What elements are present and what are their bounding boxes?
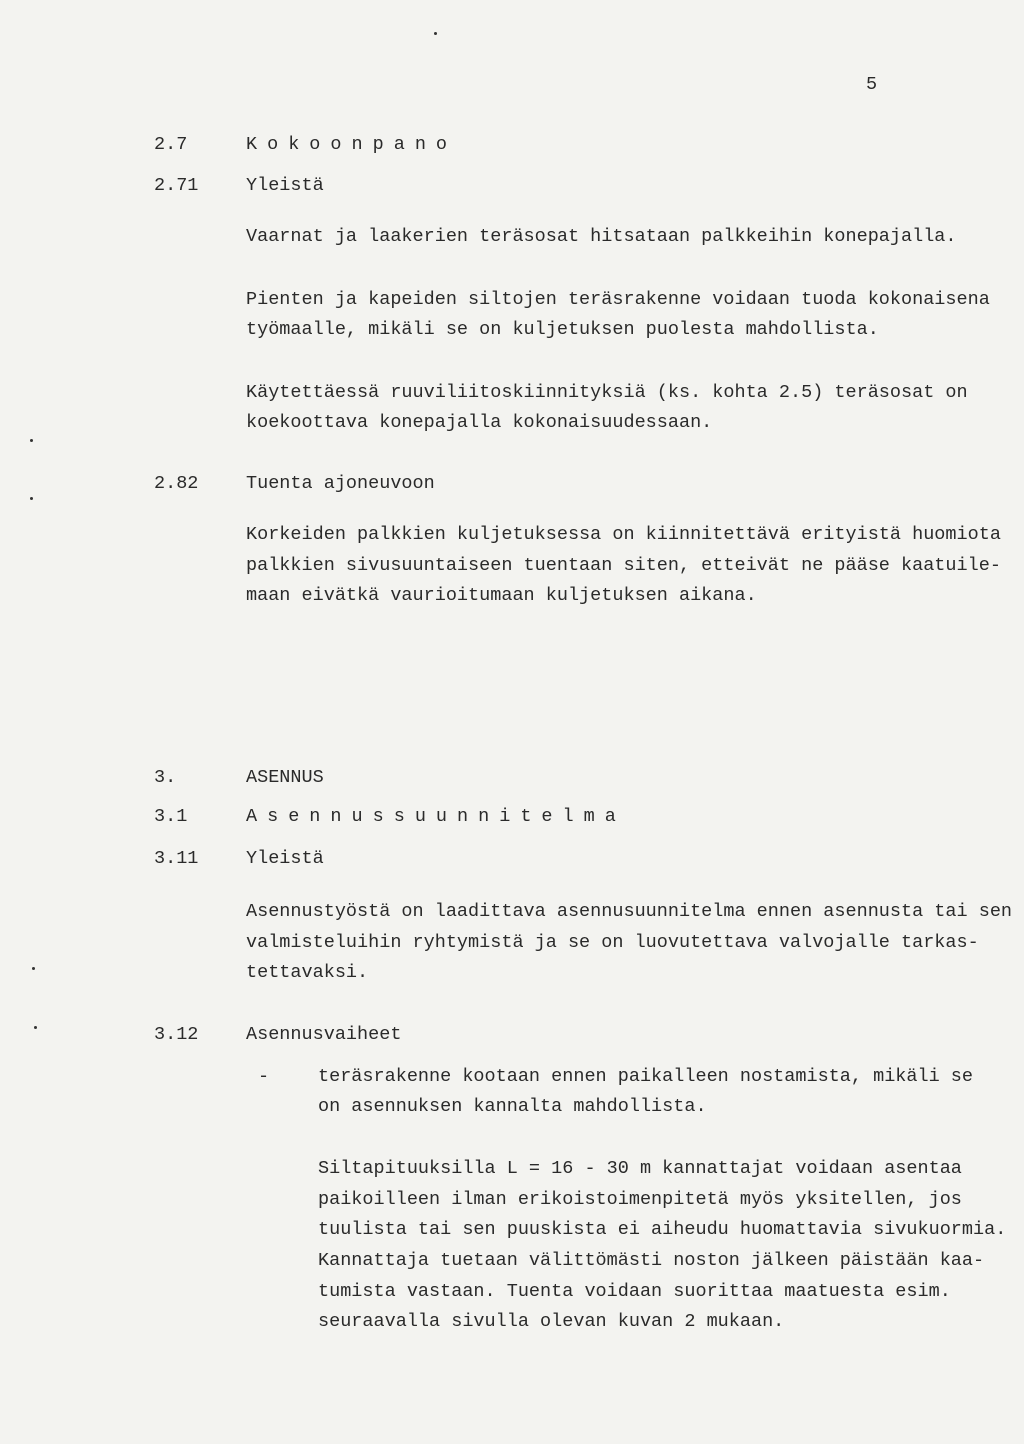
paragraph-line: työmaalle, mikäli se on kuljetuksen puolesta mahdollista. bbox=[246, 319, 879, 340]
scan-speck bbox=[434, 32, 437, 35]
paragraph-line: tuulista tai sen puuskista ei aiheudu huomattavia sivukuormia. bbox=[318, 1219, 1007, 1240]
paragraph-line: Käytettäessä ruuviliitoskiinnityksiä (ks. kohta 2.5) teräsosat on bbox=[246, 382, 968, 403]
section-title: Kokoonpano bbox=[246, 134, 458, 155]
paragraph-line: Pienten ja kapeiden siltojen teräsrakenne voidaan tuoda kokonaisena bbox=[246, 289, 990, 310]
paragraph-line: seuraavalla sivulla olevan kuvan 2 mukaan. bbox=[318, 1311, 785, 1332]
paragraph-line: Siltapituuksilla L = 16 - 30 m kannattajat voidaan asentaa bbox=[318, 1158, 962, 1179]
paragraph-line: Kannattaja tuetaan välittömästi noston jälkeen päistään kaa- bbox=[318, 1250, 985, 1271]
list-item-line: teräsrakenne kootaan ennen paikalleen nostamista, mikäli se bbox=[318, 1066, 974, 1087]
scan-speck bbox=[30, 497, 33, 500]
section-title: Asennusvaiheet bbox=[246, 1024, 402, 1045]
scan-speck bbox=[30, 439, 33, 442]
section-title: Yleistä bbox=[246, 175, 324, 196]
scan-speck bbox=[32, 967, 35, 970]
section-number: 3.11 bbox=[154, 848, 199, 869]
page-number: 5 bbox=[866, 74, 878, 95]
section-number: 2.82 bbox=[154, 473, 199, 494]
scan-speck bbox=[34, 1026, 37, 1029]
section-number: 2.7 bbox=[154, 134, 188, 155]
paragraph-line: tettavaksi. bbox=[246, 962, 369, 983]
paragraph-line: paikoilleen ilman erikoistoimenpitetä myös yksitellen, jos bbox=[318, 1189, 962, 1210]
paragraph-line: Vaarnat ja laakerien teräsosat hitsataan palkkeihin konepajalla. bbox=[246, 226, 957, 247]
section-title: ASENNUS bbox=[246, 767, 324, 788]
section-number: 2.71 bbox=[154, 175, 199, 196]
section-number: 3.1 bbox=[154, 806, 188, 827]
section-title: Asennussuunnitelma bbox=[246, 806, 626, 827]
paragraph-line: valmisteluihin ryhtymistä ja se on luovutettava valvojalle tarkas- bbox=[246, 932, 979, 953]
section-number: 3. bbox=[154, 767, 177, 788]
paragraph-line: koekoottava konepajalla kokonaisuudessaan. bbox=[246, 412, 713, 433]
section-title: Tuenta ajoneuvoon bbox=[246, 473, 435, 494]
list-bullet: - bbox=[258, 1066, 270, 1087]
section-number: 3.12 bbox=[154, 1024, 199, 1045]
paragraph-line: maan eivätkä vaurioitumaan kuljetuksen aikana. bbox=[246, 585, 757, 606]
section-title: Yleistä bbox=[246, 848, 324, 869]
list-item-line: on asennuksen kannalta mahdollista. bbox=[318, 1096, 707, 1117]
paragraph-line: Korkeiden palkkien kuljetuksessa on kiinnitettävä erityistä huomiota bbox=[246, 524, 1001, 545]
paragraph-line: Asennustyöstä on laadittava asennusuunnitelma ennen asennusta tai sen bbox=[246, 901, 1013, 922]
paragraph-line: palkkien sivusuuntaiseen tuentaan siten, etteivät ne pääse kaatuile- bbox=[246, 555, 1001, 576]
paragraph-line: tumista vastaan. Tuenta voidaan suorittaa maatuesta esim. bbox=[318, 1281, 951, 1302]
